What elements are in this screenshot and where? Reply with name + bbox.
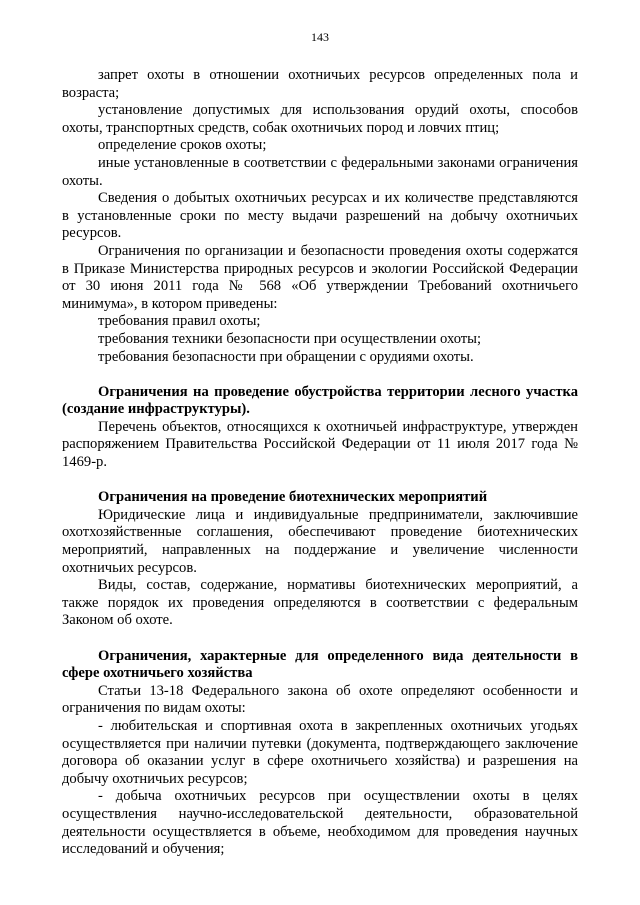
paragraph: иные установленные в соответствии с федеральными законами ограничения охоты. xyxy=(62,154,578,189)
list-item: - добыча охотничьих ресурсов при осуществлении охоты в целях осуществления научно-исследовательской деятельности, образовательной деятельности осуществляется в объеме, необходимом для проведения научных исследований и обучения; xyxy=(62,788,578,858)
paragraph: требования безопасности при обращении с орудиями охоты. xyxy=(98,348,474,365)
paragraph: Виды, состав, содержание, нормативы биотехнических мероприятий, а также порядок их проведения определяются в соответствии с федеральным Законом об охоте. xyxy=(62,577,578,629)
paragraph: запрет охоты в отношении охотничьих ресурсов определенных пола и возраста; xyxy=(62,67,578,101)
paragraph: Перечень объектов, относящихся к охотничьей инфраструктуре, утвержден распоряжением Правительства Российской Федерации от 11 июля 2017 года № 1469-р. xyxy=(62,418,578,471)
paragraph: Статьи 13-18 Федерального закона об охоте определяют особенности и ограничения по видам охоты: xyxy=(62,682,578,717)
paragraph: Ограничения по организации и безопасности проведения охоты содержатся в Приказе Министерства природных ресурсов и экологии Российской Федерации от 30 июня 2011 года № 568 «Об утверждении Требований охотничьего минимума», в котором приведены: xyxy=(62,242,578,312)
list-item: - любительская и спортивная охота в закрепленных охотничьих угодьях осуществляется при наличии путевки (документа, подтверждающего заключение договора об оказании услуг в сфере охотничьего хозяйства) и разрешения на добычу охотничьих ресурсов; xyxy=(62,717,578,787)
spacer xyxy=(62,472,578,490)
page-content xyxy=(62,67,578,859)
paragraph: требования правил охоты; xyxy=(98,313,261,330)
spacer xyxy=(62,630,578,648)
page-number: 143 xyxy=(311,30,329,44)
paragraph: Сведения о добытых охотничьих ресурсах и их количестве представляются в установленные сроки по месту выдачи разрешений на добычу охотничьих ресурсов. xyxy=(62,190,578,242)
paragraph: требования техники безопасности при осуществлении охоты; xyxy=(98,330,482,347)
paragraph: Юридические лица и индивидуальные предприниматели, заключившие охотхозяйственные соглашения, обеспечивают проведение биотехнических мероприятий, направленных на поддержание и увеличение численности охотничьих ресурсов. xyxy=(62,506,578,576)
spacer xyxy=(62,366,578,384)
section-heading-biotech: Ограничения на проведение биотехнических мероприятий xyxy=(98,489,488,506)
section-heading-activity: Ограничения, характерные для определенного вида деятельности в сфере охотничьего хозяйства xyxy=(62,647,578,682)
section-heading-infrastructure: Ограничения на проведение обустройства территории лесного участка (создание инфраструктуры). xyxy=(62,383,578,418)
paragraph: определение сроков охоты; xyxy=(98,137,267,154)
paragraph: установление допустимых для использования орудий охоты, способов охоты, транспортных средств, собак охотничьих пород и ловчих птиц; xyxy=(62,102,578,136)
